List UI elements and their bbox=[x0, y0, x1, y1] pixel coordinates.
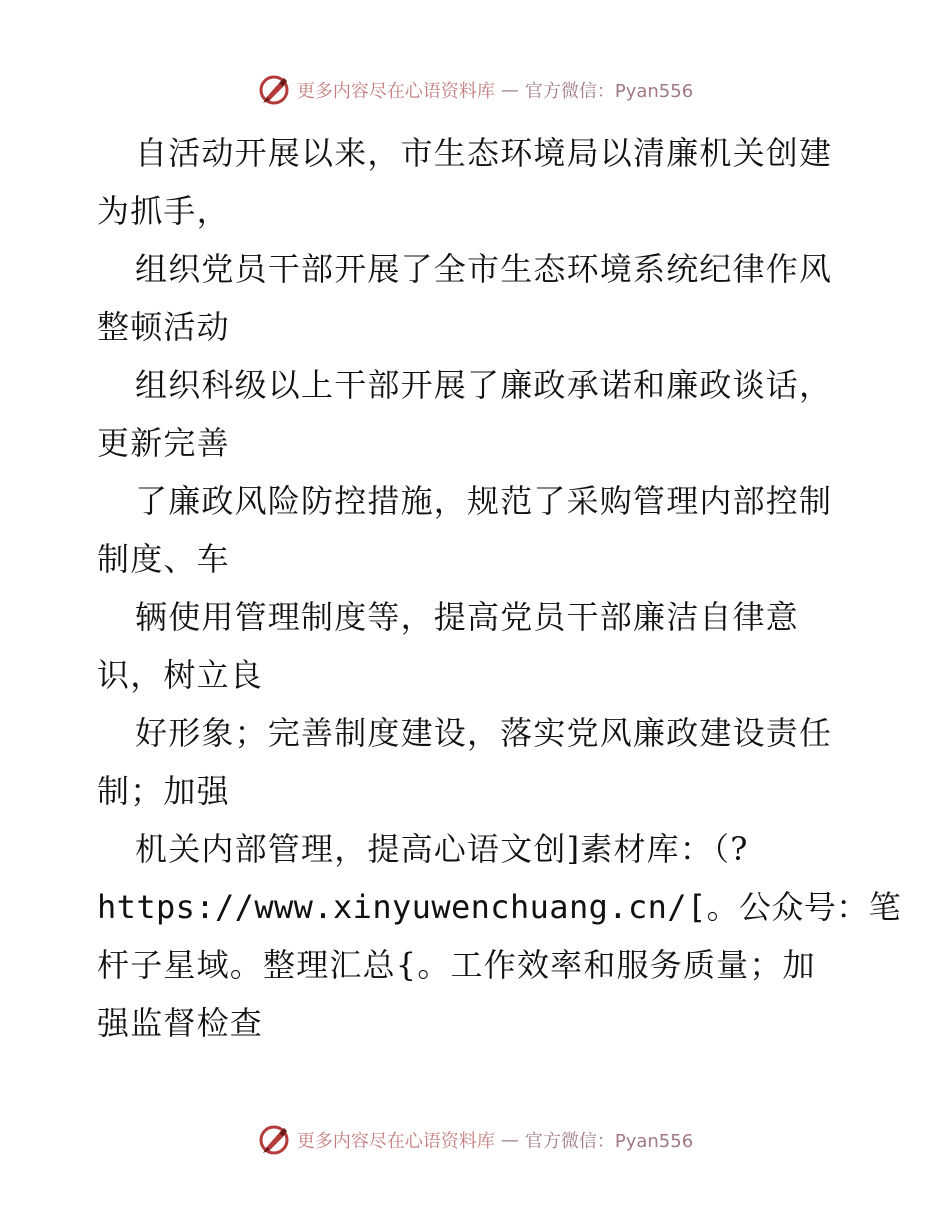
body-line-8: 制度、车 bbox=[97, 540, 230, 578]
header-banner bbox=[0, 70, 950, 110]
header-banner-text: 更多内容尽在心语资料库 bbox=[296, 81, 495, 102]
body-line-10: 识，树立良 bbox=[97, 656, 264, 694]
footer-banner-contact: 官方微信：Pyan556 bbox=[524, 1131, 694, 1152]
body-line-6: 更新完善 bbox=[97, 424, 230, 462]
header-banner-separator: — bbox=[500, 79, 519, 101]
document-body bbox=[97, 124, 902, 1052]
pen-logo-icon bbox=[257, 1123, 291, 1157]
body-line-11: 好形象；完善制度建设，落实党风廉政建设责任 bbox=[135, 714, 833, 752]
body-line-9: 辆使用管理制度等，提高党员干部廉洁自律意 bbox=[135, 598, 800, 636]
footer-banner-text: 更多内容尽在心语资料库 bbox=[296, 1131, 495, 1152]
body-line-16: 强监督检查 bbox=[97, 1004, 264, 1042]
body-line-5: 组织科级以上干部开展了廉政承诺和廉政谈话， bbox=[135, 366, 833, 404]
body-line-1: 自活动开展以来，市生态环境局以清廉机关创建 bbox=[135, 134, 833, 172]
body-line-2: 为抓手， bbox=[97, 192, 230, 230]
header-banner-contact: 官方微信：Pyan556 bbox=[524, 81, 694, 102]
body-line-12: 制；加强 bbox=[97, 772, 230, 810]
body-line-4: 整顿活动 bbox=[97, 308, 230, 346]
body-line-15: 杆子星域。整理汇总{。工作效率和服务质量；加 bbox=[97, 946, 816, 984]
pen-logo-icon bbox=[257, 73, 291, 107]
body-line-3: 组织党员干部开展了全市生态环境系统纪律作风 bbox=[135, 250, 833, 288]
footer-banner bbox=[0, 1120, 950, 1160]
body-line-7: 了廉政风险防控措施，规范了采购管理内部控制 bbox=[135, 482, 833, 520]
body-line-14-url: https://www.xinyuwenchuang.cn/[。公众号：笔 bbox=[97, 888, 902, 926]
body-line-13: 机关内部管理，提高心语文创]素材库：（? bbox=[135, 830, 749, 868]
footer-banner-separator: — bbox=[500, 1129, 519, 1151]
